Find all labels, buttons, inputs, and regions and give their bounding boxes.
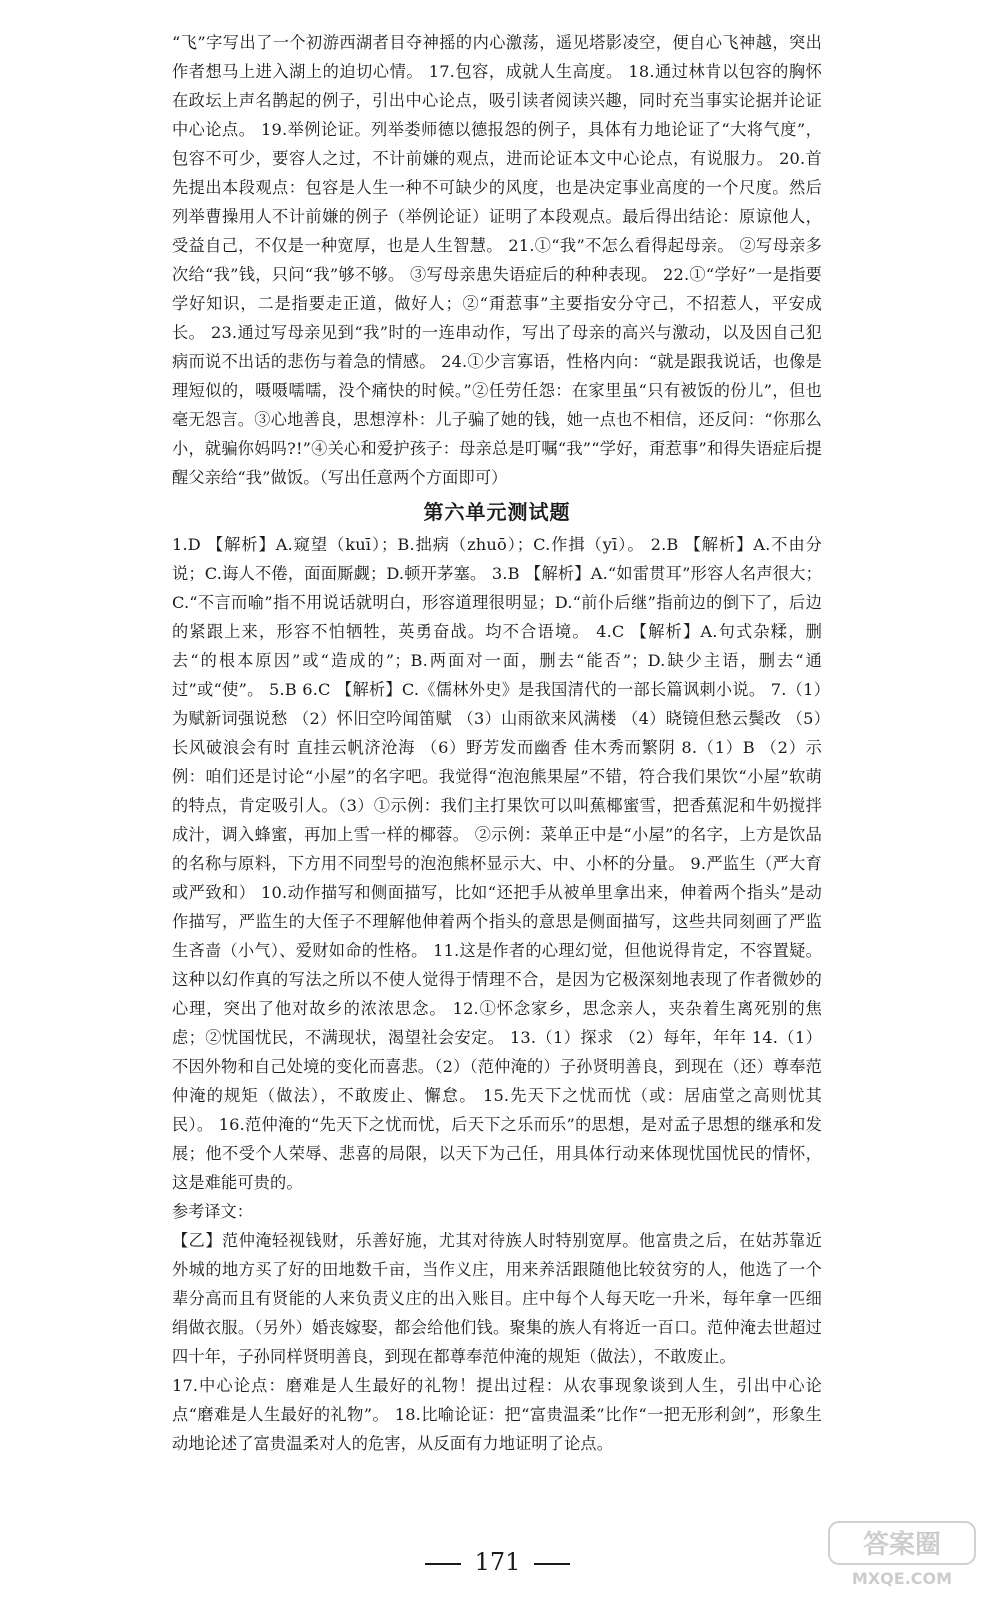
reference-translation-text: 【乙】范仲淹轻视钱财，乐善好施，尤其对待族人时特别宽厚。他富贵之后，在姑苏靠近外城的地方买了好的田地数千亩，当作义庄，用来养活跟随他比较贫穷的人，他选了一个辈分高而且有贤能的人来负责义庄的出入账目。庄中每个人每天吃一升米，每年拿一匹细绢做衣服。（另外）婚丧嫁娶，都会给他们钱。聚集的族人有将近一百口。范仲淹去世超过四十年，子孙同样贤明善良，到现在都尊奉范仲淹的规矩（做法），不敢废止。 <box>172 1231 822 1366</box>
page-number-text: 171 <box>474 1548 521 1576</box>
watermark-logo <box>827 1520 977 1590</box>
reference-translation-label: 参考译文： <box>172 1202 253 1221</box>
answer-paragraph-final: 17.中心论点：磨难是人生最好的礼物！提出过程：从农事现象谈到人生，引出中心论点“磨难是人生最好的礼物”。 18.比喻论证：把“富贵温柔”比作“一把无形利剑”，形象生动地论述了富贵温柔对人的危害，从反面有力地证明了论点。 <box>172 1376 822 1453</box>
answer-paragraph-intro: “飞”字写出了一个初游西湖者目夺神摇的内心激荡，遥见塔影凌空，便自心飞神越，突出作者想马上进入湖上的迫切心情。 17.包容，成就人生高度。 18.通过林肯以包容的胸怀在政坛上声名鹊起的例子，引出中心论点，吸引读者阅读兴趣，同时充当事实论据并论证中心论点。 19.举例论证。列举娄师德以德报怨的例子，具体有力地论证了“大将气度”，包容不可少，要容人之过，不计前嫌的观点，进而论证本文中心论点，有说服力。 20.首先提出本段观点：包容是人生一种不可缺少的风度，也是决定事业高度的一个尺度。然后列举曹操用人不计前嫌的例子（举例论证）证明了本段观点。最后得出结论：原谅他人，受益自己，不仅是一种宽厚，也是人生智慧。 21.①“我”不怎么看得起母亲。 ②写母亲多次给“我”钱，只问“我”够不够。 ③写母亲患失语症后的种种表现。 22.①“学好”一是指要学好知识，二是指要走正道，做好人；②“甭惹事”主要指安分守己，不招惹人，平安成长。 23.通过写母亲见到“我”时的一连串动作，写出了母亲的高兴与激动，以及因自己犯病而说不出话的悲伤与着急的情感。 24.①少言寡语，性格内向：“就是跟我说话，也像是理短似的，嗫嗫嚅嚅，没个痛快的时候。”②任劳任怨：在家里虽“只有被饭的份儿”，但也毫无怨言。③心地善良，思想淳朴：儿子骗了她的钱，她一点也不相信，还反问：“你那么小，就骗你妈吗?!”④关心和爱护孩子：母亲总是叮嘱“我”“学好，甭惹事”和得失语症后提醒父亲给“我”做饭。（写出任意两个方面即可） <box>172 33 822 487</box>
page-number-right-dash <box>534 1563 570 1565</box>
watermark-logo-graphic <box>827 1520 977 1590</box>
watermark-top-text: 答案圈 <box>862 1530 942 1560</box>
watermark-bottom-text: MXQE.COM <box>851 1569 953 1588</box>
answer-paragraph-unit-six: 1.D 【解析】A.窥望（kuī）；B.拙病（zhuō）；C.作揖（yī）。 2.B 【解析】A.不由分说；C.诲人不倦，面面厮觑；D.顿开茅塞。 3.B 【解析】A.“如雷贯耳”形容人名声很大；C.“不言而喻”指不用说话就明白，形容道理很明显；D.“前仆后继”指前边的倒下了，后边的紧跟上来，形容不怕牺牲，英勇奋战。均不合语境。 4.C 【解析】A.句式杂糅，删去“的根本原因”或“造成的”；B.两面对一面，删去“能否”；D.缺少主语，删去“通过”或“使”。 5.B 6.C 【解析】C.《儒林外史》是我国清代的一部长篇讽刺小说。 7.（1）为赋新词强说愁 （2）怀旧空吟闻笛赋 （3）山雨欲来风满楼 （4）晓镜但愁云鬓改 （5）长风破浪会有时 直挂云帆济沧海 （6）野芳发而幽香 佳木秀而繁阴 8.（1）B （2）示例：咱们还是讨论“小屋”的名字吧。我觉得“泡泡熊果屋”不错，符合我们果饮“小屋”软萌的特点，肯定吸引人。（3）①示例：我们主打果饮可以叫蕉椰蜜雪，把香蕉泥和牛奶搅拌成汁，调入蜂蜜，再加上雪一样的椰蓉。 ②示例：菜单正中是“小屋”的名字，上方是饮品的名称与原料，下方用不同型号的泡泡熊杯显示大、中、小杯的分量。 9.严监生（严大育或严致和） 10.动作描写和侧面描写，比如“还把手从被单里拿出来，伸着两个指头”是动作描写，严监生的大侄子不理解他伸着两个指头的意思是侧面描写，这些共同刻画了严监生吝啬（小气）、爱财如命的性格。 11.这是作者的心理幻觉，但他说得肯定，不容置疑。这种以幻作真的写法之所以不使人觉得于情理不合，是因为它极深刻地表现了作者微妙的心理，突出了他对故乡的浓浓思念。 12.①怀念家乡，思念亲人，夹杂着生离死别的焦虑；②忧国忧民，不满现状，渴望社会安定。 13.（1）探求 （2）每年，年年 14.（1）不因外物和自己处境的变化而喜悲。（2）（范仲淹的）子孙贤明善良，到现在（还）尊奉范仲淹的规矩（做法），不敢废止、懈怠。 15.先天下之忧而忧（或：居庙堂之高则忧其民）。 16.范仲淹的“先天下之忧而忧，后天下之乐而乐”的思想，是对孟子思想的继承和发展；他不受个人荣辱、悲喜的局限，以天下为己任，用具体行动来体现忧国忧民的情怀，这是难能可贵的。 <box>172 535 822 1192</box>
section-title: 第六单元测试题 <box>423 500 571 524</box>
page-number-left-dash <box>425 1563 461 1565</box>
document-page <box>172 28 822 1458</box>
